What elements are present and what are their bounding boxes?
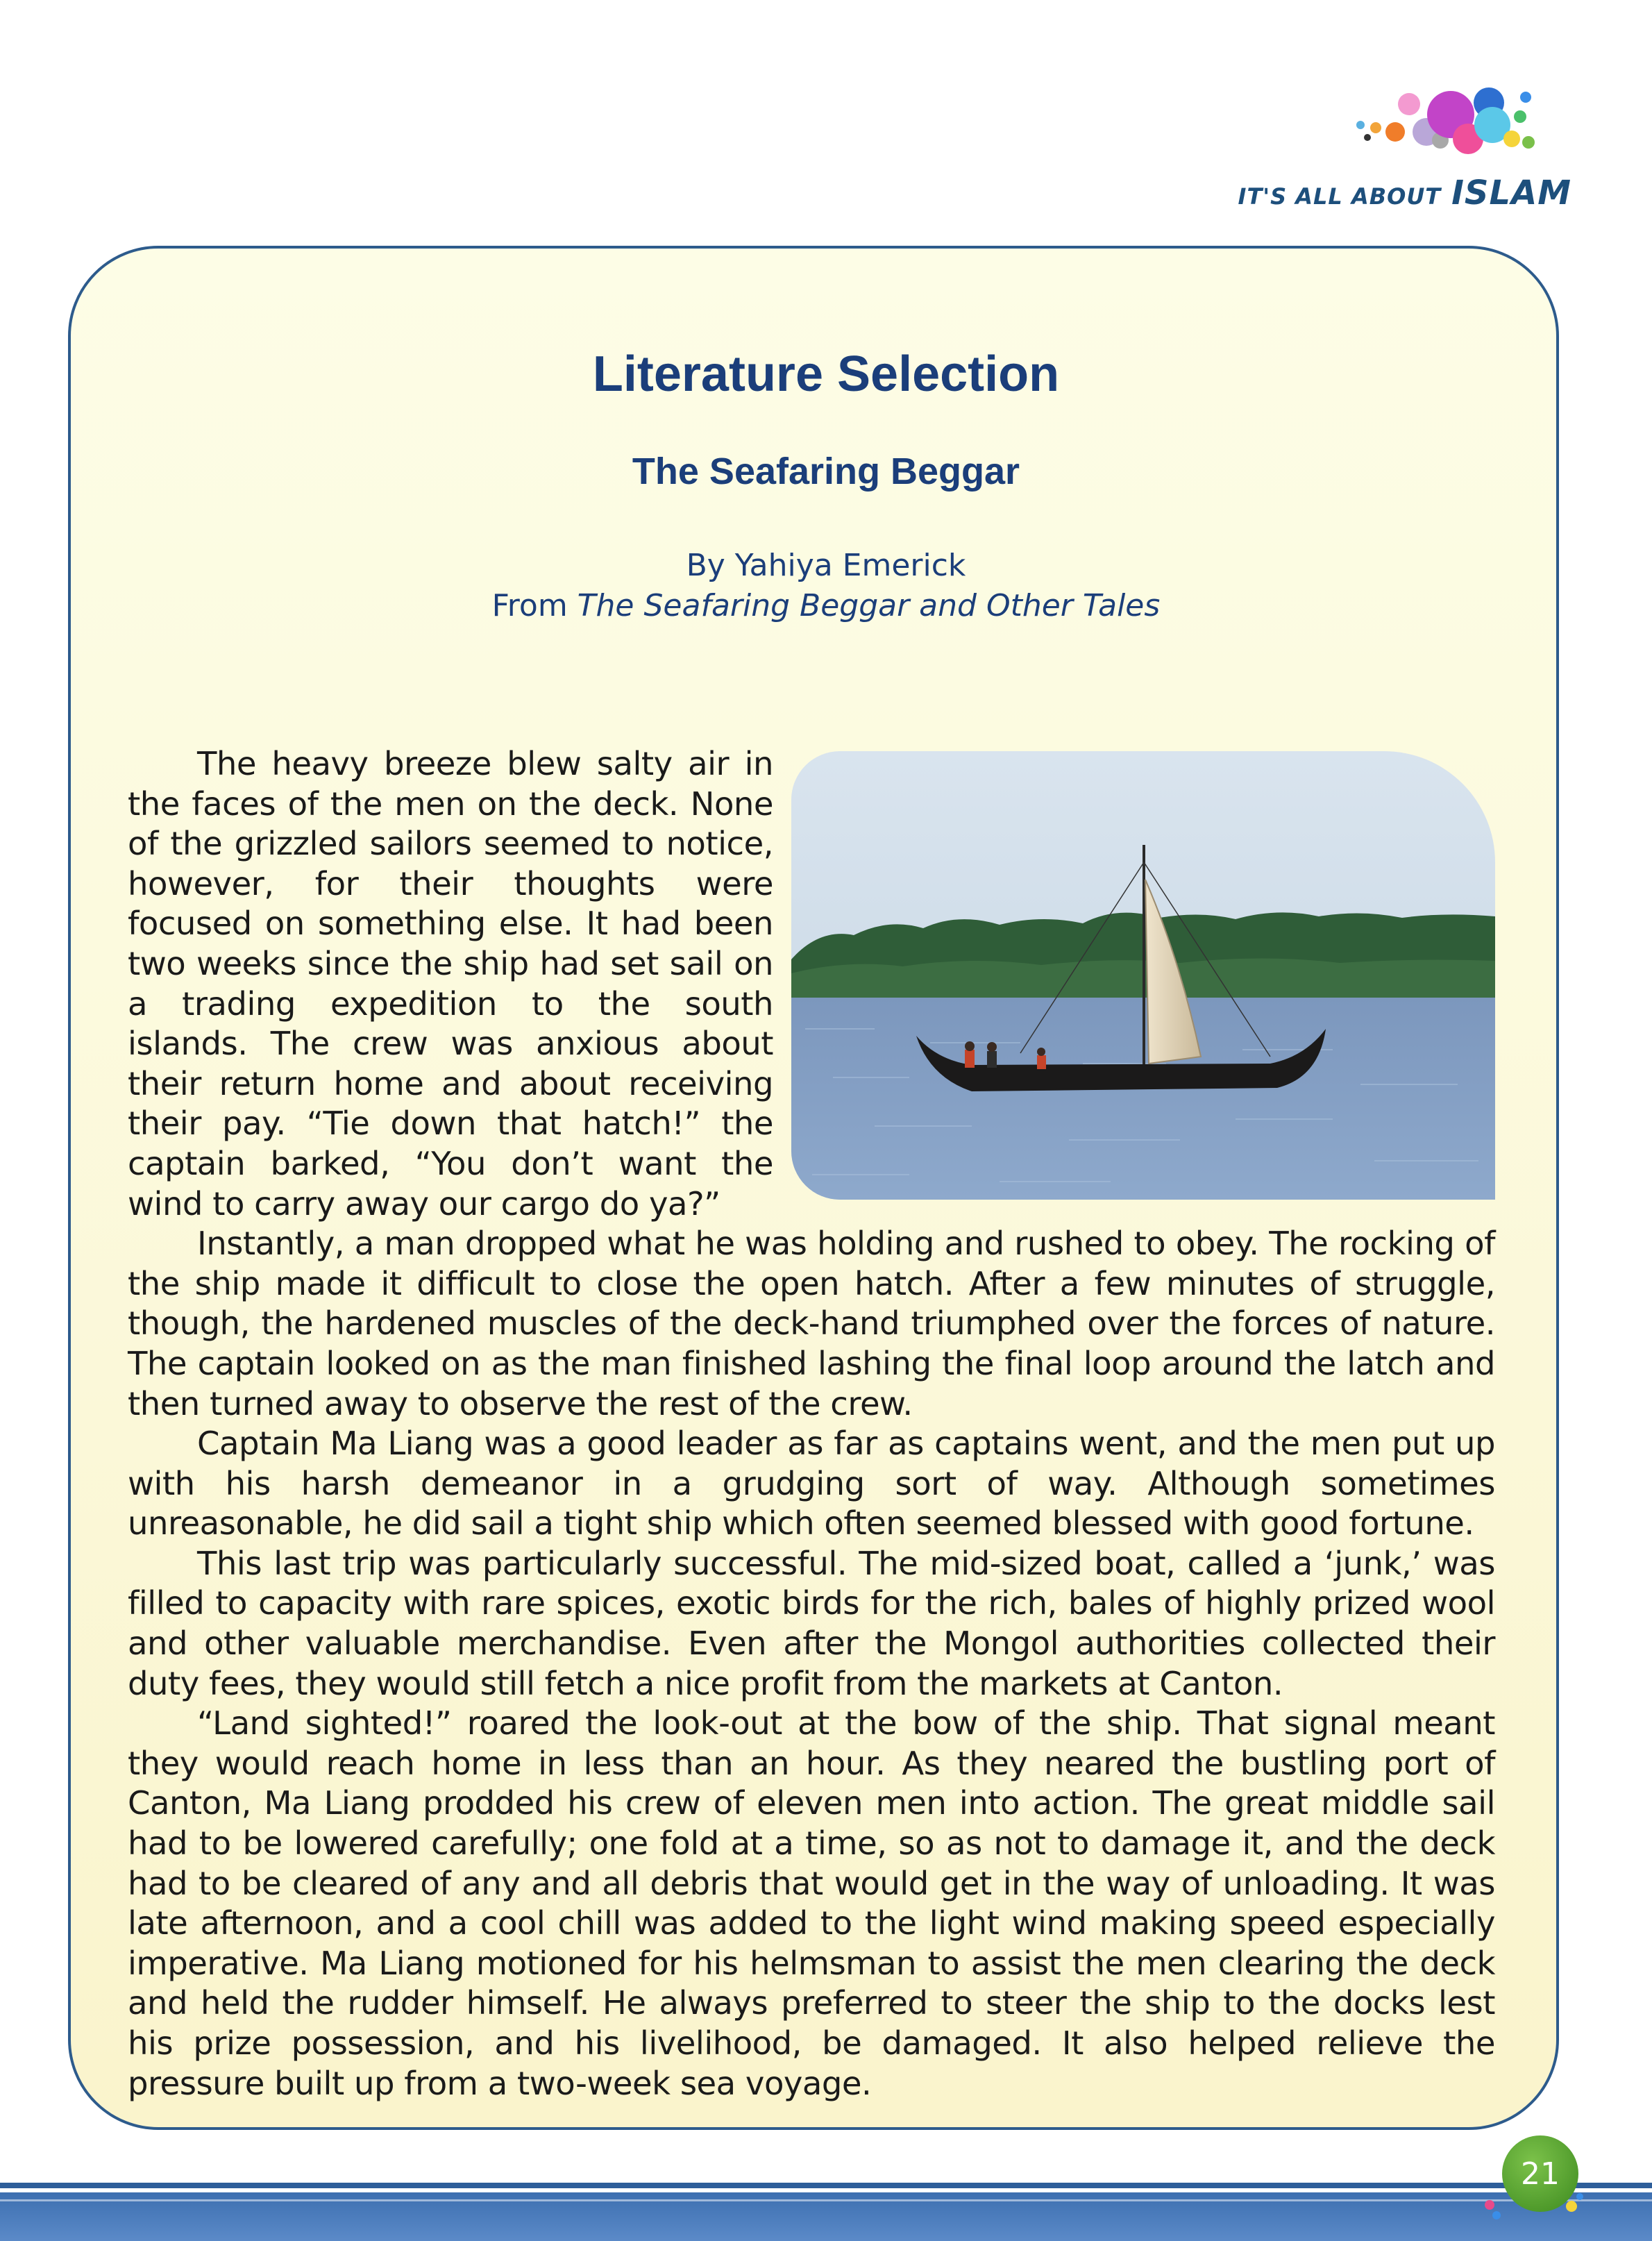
page-number: 21 — [1502, 2135, 1578, 2212]
footer-highlight — [0, 2199, 1652, 2201]
author-line: By Yahiya Emerick — [686, 548, 966, 583]
brand-main: ISLAM — [1451, 174, 1571, 212]
story-paragraph: “Land sighted!” roared the look-out at the bow of the ship. That signal meant they would reach home in less than an hour. As they neared the bustling port of Canton, Ma Liang prodded his crew of eleven men into action. The great middle sail had to be lowered carefully; one fold at a time, so as not to damage it, and the deck had to be cleared of any and all debris that would get in the way of unloading. It was late afternoon, and a cool chill was added to the light wind making speed especially imperative. Ma Liang motioned for his helmsman to assist the men clearing the deck and held the rudder himself. He always preferred to steer the ship to the docks lest his prize possession, and his livelihood, be damaged. It also helped relieve the pressure built up from a two-week sea voyage. — [128, 1704, 1495, 2102]
story-title: The Seafaring Beggar — [632, 451, 1020, 492]
footer-rule — [0, 2183, 1652, 2188]
story-body — [128, 744, 1495, 2104]
story-paragraph: This last trip was particularly successful. The mid-sized boat, called a ‘junk,’ was filled to capacity with rare spices, exotic birds for the rich, bales of highly prized wool and other valuable merchandise. Even after the Mongol authorities collected their duty fees, they would still fetch a nice profit from the markets at Canton. — [128, 1544, 1495, 1702]
page-number-badge — [1481, 2129, 1585, 2233]
photo-float-spacer — [801, 744, 1495, 1216]
source-line — [0, 586, 1652, 626]
source-prefix: From — [491, 588, 578, 623]
story-paragraph: Captain Ma Liang was a good leader as far as captains went, and the men put up with his harsh demeanor in a grudging sort of way. Although sometimes unreasonable, he did sail a tight ship which often seemed blessed with good fortune. — [128, 1425, 1495, 1543]
brand-title — [1238, 174, 1571, 212]
story-paragraph: The heavy breeze blew salty air in the faces of the men on the deck. None of the grizzled sailors seemed to notice, however, for their thoughts were focused on something else. It had been two weeks since the ship had set sail on a trading expedition to the south islands. The crew was anxious about their return home and about receiving their pay. “Tie down that hatch!” the captain barked, “You don’t want the wind to carry away our cargo do ya?” — [128, 745, 773, 1223]
colored-dots-logo-icon — [1347, 83, 1596, 167]
brand-prefix: IT'S ALL ABOUT — [1238, 183, 1442, 210]
byline — [0, 546, 1652, 626]
source-work: The Seafaring Beggar and Other Tales — [577, 588, 1161, 623]
story-paragraph: Instantly, a man dropped what he was holding and rushed to obey. The rocking of the ship made it difficult to close the open hatch. After a few minutes of struggle, though, the hardened muscles of the deck-hand triumphed over the forces of nature. The captain looked on as the man finished lashing the final loop around the latch and then turned away to observe the rest of the crew. — [128, 1225, 1495, 1422]
section-title: Literature Selection — [592, 346, 1060, 402]
